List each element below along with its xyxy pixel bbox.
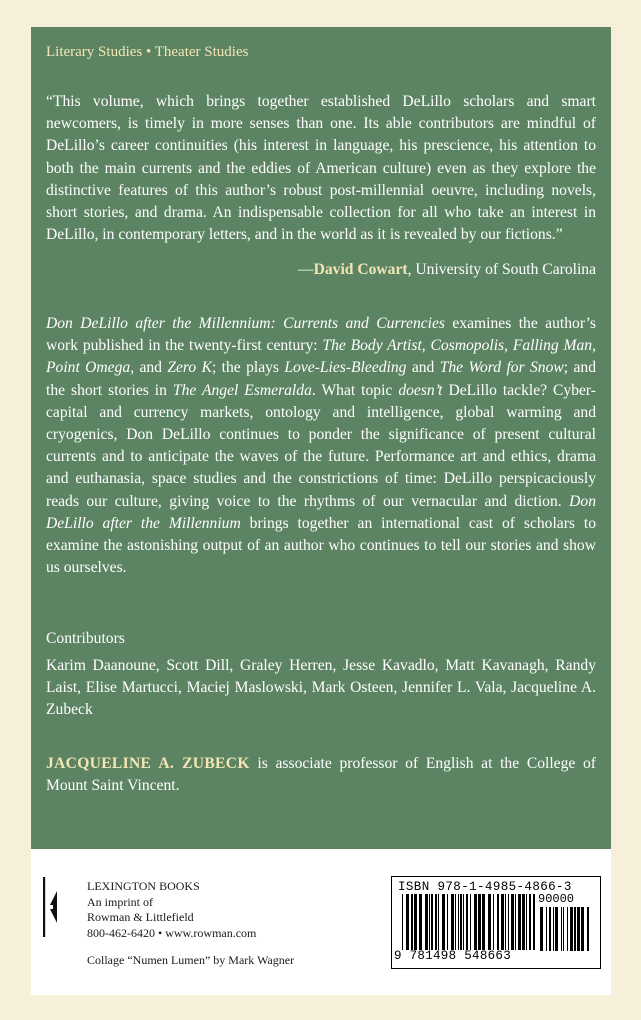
editor-bio bbox=[46, 753, 596, 797]
barcode-bar bbox=[488, 894, 491, 950]
barcode-bar bbox=[431, 894, 433, 950]
desc-text: and bbox=[406, 359, 440, 377]
contributors-list: Karim Daanoune, Scott Dill, Graley Herren, Jesse Kavadlo, Matt Kavanagh, Randy Laist, Elise Martucci, Maciej Maslowski, Mark Osteen, Jennifer L. Vala, Jacqueline A. Zubeck bbox=[46, 657, 596, 719]
barcode-bar bbox=[540, 907, 543, 951]
barcode-bar bbox=[549, 907, 551, 951]
barcode-bar bbox=[402, 894, 403, 950]
barcode-bar bbox=[470, 894, 471, 950]
barcode-bar bbox=[458, 894, 459, 950]
desc-work-title: The Angel Esmeralda bbox=[172, 381, 312, 399]
editor-name: JACQUELINE A. ZUBECK bbox=[46, 755, 250, 772]
barcode-bar bbox=[455, 894, 456, 950]
category-separator: • bbox=[145, 44, 152, 60]
lexington-books-logo-icon bbox=[43, 877, 61, 937]
desc-text: , bbox=[504, 337, 513, 355]
barcode-bar bbox=[563, 907, 564, 951]
publisher-name: LEXINGTON BOOKS bbox=[87, 879, 200, 893]
barcode-bar bbox=[511, 894, 514, 950]
publisher-parent: Rowman & Littlefield bbox=[87, 910, 194, 924]
desc-text: examines the author’s work published in the twenty-first century: bbox=[46, 315, 596, 355]
barcode-bar bbox=[419, 894, 422, 950]
barcode-bar bbox=[574, 907, 576, 951]
barcode-bar bbox=[447, 894, 448, 950]
barcode-bar bbox=[435, 894, 437, 950]
barcode-bar bbox=[493, 894, 494, 950]
contributors-heading: Contributors bbox=[46, 630, 125, 647]
barcode-bar bbox=[463, 894, 464, 950]
barcode-bar bbox=[414, 894, 417, 950]
desc-text: , bbox=[421, 337, 431, 355]
barcode-bar bbox=[451, 894, 454, 950]
barcode-bar bbox=[429, 894, 430, 950]
barcode-bar bbox=[425, 894, 428, 950]
barcode-bar bbox=[478, 894, 481, 950]
barcode-bar bbox=[482, 894, 485, 950]
barcode-bar bbox=[570, 907, 573, 951]
attribution-affiliation: , University of South Carolina bbox=[407, 261, 596, 278]
barcode-bar bbox=[460, 894, 462, 950]
publisher-contact: 800-462-6420 • www.rowman.com bbox=[87, 925, 257, 940]
barcode-bar bbox=[581, 907, 584, 951]
category-literary-studies: Literary Studies bbox=[46, 44, 143, 60]
barcode-bar bbox=[515, 894, 516, 950]
book-description bbox=[46, 313, 596, 579]
back-cover bbox=[31, 27, 611, 995]
barcode-bar bbox=[526, 894, 527, 950]
barcode-bar bbox=[501, 894, 504, 950]
attribution-author: David Cowart bbox=[313, 261, 408, 278]
category-theater-studies: Theater Studies bbox=[154, 44, 249, 60]
barcode-bar bbox=[567, 907, 568, 951]
desc-work-title: Love-Lies-Bleeding bbox=[284, 359, 407, 377]
desc-work-title: The Word for Snow bbox=[439, 359, 564, 377]
publisher-footer bbox=[31, 849, 611, 995]
desc-title: Don DeLillo after the Millennium: Currents and Currencies bbox=[46, 315, 445, 332]
desc-text: ; and the short stories in bbox=[46, 359, 597, 399]
barcode-bar bbox=[555, 907, 558, 951]
desc-title: Don DeLillo after the Millennium bbox=[46, 492, 596, 532]
isbn-barcode bbox=[391, 876, 601, 969]
barcode-bar bbox=[522, 894, 525, 950]
cover-credit: Collage “Numen Lumen” by Mark Wagner bbox=[87, 953, 295, 967]
barcode-bar bbox=[466, 894, 468, 950]
price-code: 90000 bbox=[538, 892, 575, 906]
editor-bio-text: is associate professor of English at the College of Mount Saint Vincent. bbox=[46, 755, 596, 795]
desc-text: DeLillo tackle? Cyber-capital and currency markets, ontology and intelligence, global warming and cryogenics, Don DeLillo continues to ponder the significance of present cultural currents and to anticipate the waves of the future. Performance art and ethics, drama and euthanasia, space studies and the constrictions of time: DeLillo perspicaciously reads our culture, giving voice to the rhythms of our vernacular and diction. bbox=[46, 381, 596, 510]
price-addon-bars bbox=[540, 907, 592, 951]
ean-number: 9 781498 548663 bbox=[394, 949, 512, 963]
desc-work-title: Falling Man bbox=[512, 337, 593, 355]
desc-text: brings together an international cast of scholars to examine the astonishing output of an author who continues to tell our stories and show us ourselves. bbox=[46, 514, 596, 577]
desc-text: . What topic bbox=[311, 381, 399, 399]
barcode-bar bbox=[438, 894, 439, 950]
barcode-bar bbox=[577, 907, 580, 951]
barcode-bar bbox=[497, 894, 499, 950]
desc-text: ; the plays bbox=[211, 359, 285, 377]
barcode-bar bbox=[561, 907, 562, 951]
quote-attribution bbox=[298, 261, 596, 279]
publisher-imprint: An imprint of bbox=[87, 894, 153, 909]
desc-emphasis: doesn’t bbox=[398, 381, 443, 399]
barcode-bar bbox=[533, 894, 535, 950]
ean-barcode-bars bbox=[402, 894, 536, 950]
barcode-bar bbox=[505, 894, 506, 950]
barcode-bar bbox=[406, 894, 409, 950]
publisher-info bbox=[87, 879, 256, 941]
barcode-bar bbox=[518, 894, 521, 950]
barcode-bar bbox=[508, 894, 509, 950]
desc-work-title: Zero K bbox=[167, 359, 212, 377]
category-line bbox=[46, 44, 248, 61]
barcode-bar bbox=[442, 894, 445, 950]
barcode-bar bbox=[529, 894, 531, 950]
attribution-dash: — bbox=[298, 261, 314, 278]
desc-text: , and bbox=[130, 359, 168, 377]
barcode-bar bbox=[587, 907, 589, 951]
barcode-bar bbox=[474, 894, 477, 950]
barcode-bar bbox=[546, 907, 547, 951]
desc-work-title: The Body Artist bbox=[322, 337, 422, 355]
desc-work-title: Point Omega bbox=[46, 359, 131, 377]
endorsement-quote: “This volume, which brings together established DeLillo scholars and smart newcomers, is timely in more senses than one. Its able contributors are mindful of DeLillo’s career continuities (his interest in language, his prescience, his attention to both the main currents and the eddies of American culture) even as they explore the distinctive features of this author’s robust post-millennial oeuvre, including novels, short stories, and drama. An indispensable collection for all who take an interest in DeLillo, in contemporary letters, and in the world as it is revealed by our fictions.” bbox=[46, 93, 596, 244]
barcode-bar bbox=[553, 907, 554, 951]
desc-work-title: Cosmopolis bbox=[430, 337, 505, 355]
isbn-number: ISBN 978-1-4985-4866-3 bbox=[398, 880, 572, 894]
desc-text: , bbox=[592, 337, 596, 355]
barcode-bar bbox=[411, 894, 413, 950]
